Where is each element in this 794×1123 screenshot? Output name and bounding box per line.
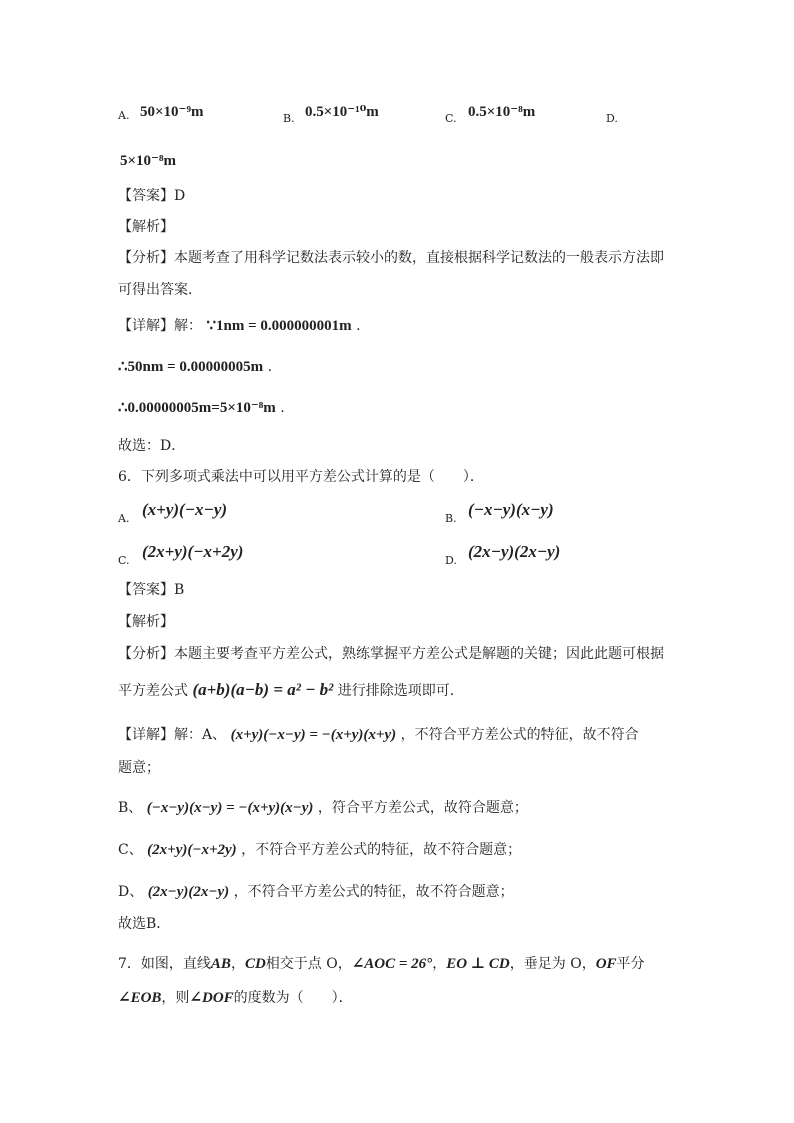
- detail-prefix: D、: [118, 884, 144, 900]
- detail-prefix: 【详解】解：A、: [118, 727, 227, 743]
- q6-detail-a-cont: 题意；: [118, 760, 160, 776]
- stem-text: ，: [432, 956, 447, 972]
- perpendicular-expression: EO ⊥ CD: [446, 956, 510, 972]
- q5-detail-line3: ∴0.00000005m=5×10⁻⁸m .: [118, 400, 285, 416]
- q6-detail-d: [118, 882, 514, 902]
- q5-detail-line1: 【详解】解： ∵1nm = 0.000000001m .: [118, 318, 361, 334]
- detail-prefix: C、: [118, 842, 143, 858]
- option-letter: B.: [283, 112, 295, 125]
- q6-analysis-heading: 【解析】: [118, 614, 174, 630]
- fenxi-text: 进行排除选项即可．: [337, 683, 464, 699]
- fenxi-text: 平方差公式: [118, 683, 188, 699]
- q5-fenxi-line2: 可得出答案．: [118, 282, 202, 298]
- q5-option-c-expr: 0.5×10⁻⁸m: [468, 104, 536, 120]
- q6-option-c-expr: (2x+y)(−x+2y): [142, 542, 244, 561]
- stem-text: ，则: [161, 990, 190, 1006]
- q6-answer: 【答案】B: [118, 582, 185, 598]
- q5-option-c: [445, 107, 457, 126]
- q6-choose: 故选B．: [118, 916, 171, 932]
- q6-detail-c: [118, 840, 521, 860]
- q5-option-a-expr: 50×10⁻⁹m: [140, 104, 204, 120]
- q5-answer: 【答案】D: [118, 188, 186, 204]
- math-expression: (2x−y)(2x−y): [147, 884, 230, 900]
- q6-option-c-letter: C.: [118, 554, 130, 567]
- angle-dof: ∠DOF: [189, 990, 234, 1006]
- angle-eob: ∠EOB: [118, 990, 162, 1006]
- ray-of: OF: [595, 956, 617, 972]
- line-cd: CD: [244, 956, 266, 972]
- detail-prefix: B、: [118, 800, 143, 816]
- q6-detail-b: [118, 798, 528, 818]
- math-expression: ∵1nm = 0.000000001m: [206, 318, 352, 334]
- detail-text: ，不符合平方差公式的特征，故不符合题意；: [241, 842, 522, 858]
- q6-option-d-letter: D.: [445, 554, 457, 567]
- stem-text: 的度数为（ ）．: [233, 990, 353, 1006]
- q5-option-a: [118, 104, 129, 123]
- q6-option-a-expr: (x+y)(−x−y): [142, 500, 228, 519]
- q6-option-d-expr: (2x−y)(2x−y): [468, 542, 561, 561]
- q6-option-b-letter: B.: [445, 512, 457, 525]
- angle-aoc: ∠AOC = 26°: [351, 956, 433, 972]
- q6-option-a-letter: A.: [118, 512, 130, 525]
- stem-text: 相交于点 O，: [265, 956, 352, 972]
- option-letter: A.: [118, 109, 130, 122]
- math-expression: (x+y)(−x−y) = −(x+y)(x+y): [230, 727, 397, 743]
- q6-option-b-expr: (−x−y)(x−y): [468, 500, 554, 519]
- detail-text: ，不符合平方差公式的特征，故不符合: [400, 727, 639, 743]
- math-expression: (a+b)(a−b) = a² − b²: [192, 680, 334, 699]
- stem-text: ，垂足为 O，: [509, 956, 596, 972]
- q6-detail-a: [118, 725, 639, 745]
- option-letter: C.: [445, 112, 457, 125]
- q5-option-b-expr: 0.5×10⁻¹⁰m: [305, 104, 379, 120]
- math-expression: ∴50nm = 0.00000005m: [118, 359, 264, 375]
- q5-option-b: [283, 107, 295, 126]
- q7-stem-line1: [118, 954, 645, 974]
- q6-fenxi-line2: [118, 680, 464, 701]
- q6-fenxi-line1: 【分析】本题主要考查平方差公式，熟练掌握平方差公式是解题的关键；因此此题可根据: [118, 646, 664, 662]
- math-expression: ∴0.00000005m=5×10⁻⁸m: [118, 400, 276, 416]
- detail-text: ，符合平方差公式，故符合题意；: [317, 800, 528, 816]
- q5-fenxi-line1: 【分析】本题考查了用科学记数法表示较小的数，直接根据科学记数法的一般表示方法即: [118, 250, 664, 266]
- q5-option-d: [606, 107, 618, 126]
- detail-prefix: 【详解】解：: [118, 318, 202, 334]
- stem-text: 平分: [616, 956, 645, 972]
- math-expression: (2x+y)(−x+2y): [147, 842, 237, 858]
- q5-analysis-heading: 【解析】: [118, 219, 174, 235]
- line-ab: AB: [210, 956, 231, 972]
- q5-option-d-expr: 5×10⁻⁸m: [120, 153, 176, 169]
- q7-stem-line2: [118, 988, 353, 1008]
- stem-text: ，: [230, 956, 245, 972]
- option-letter: D.: [606, 112, 618, 125]
- detail-text: ，不符合平方差公式的特征，故不符合题意；: [233, 884, 514, 900]
- q6-stem: 6．下列多项式乘法中可以用平方差公式计算的是（ ）．: [118, 469, 484, 485]
- q5-detail-line2: ∴50nm = 0.00000005m .: [118, 359, 273, 375]
- q5-choose: 故选：D．: [118, 438, 186, 454]
- math-expression: (−x−y)(x−y) = −(x+y)(x−y): [146, 800, 314, 816]
- stem-text: 7．如图，直线: [118, 956, 211, 972]
